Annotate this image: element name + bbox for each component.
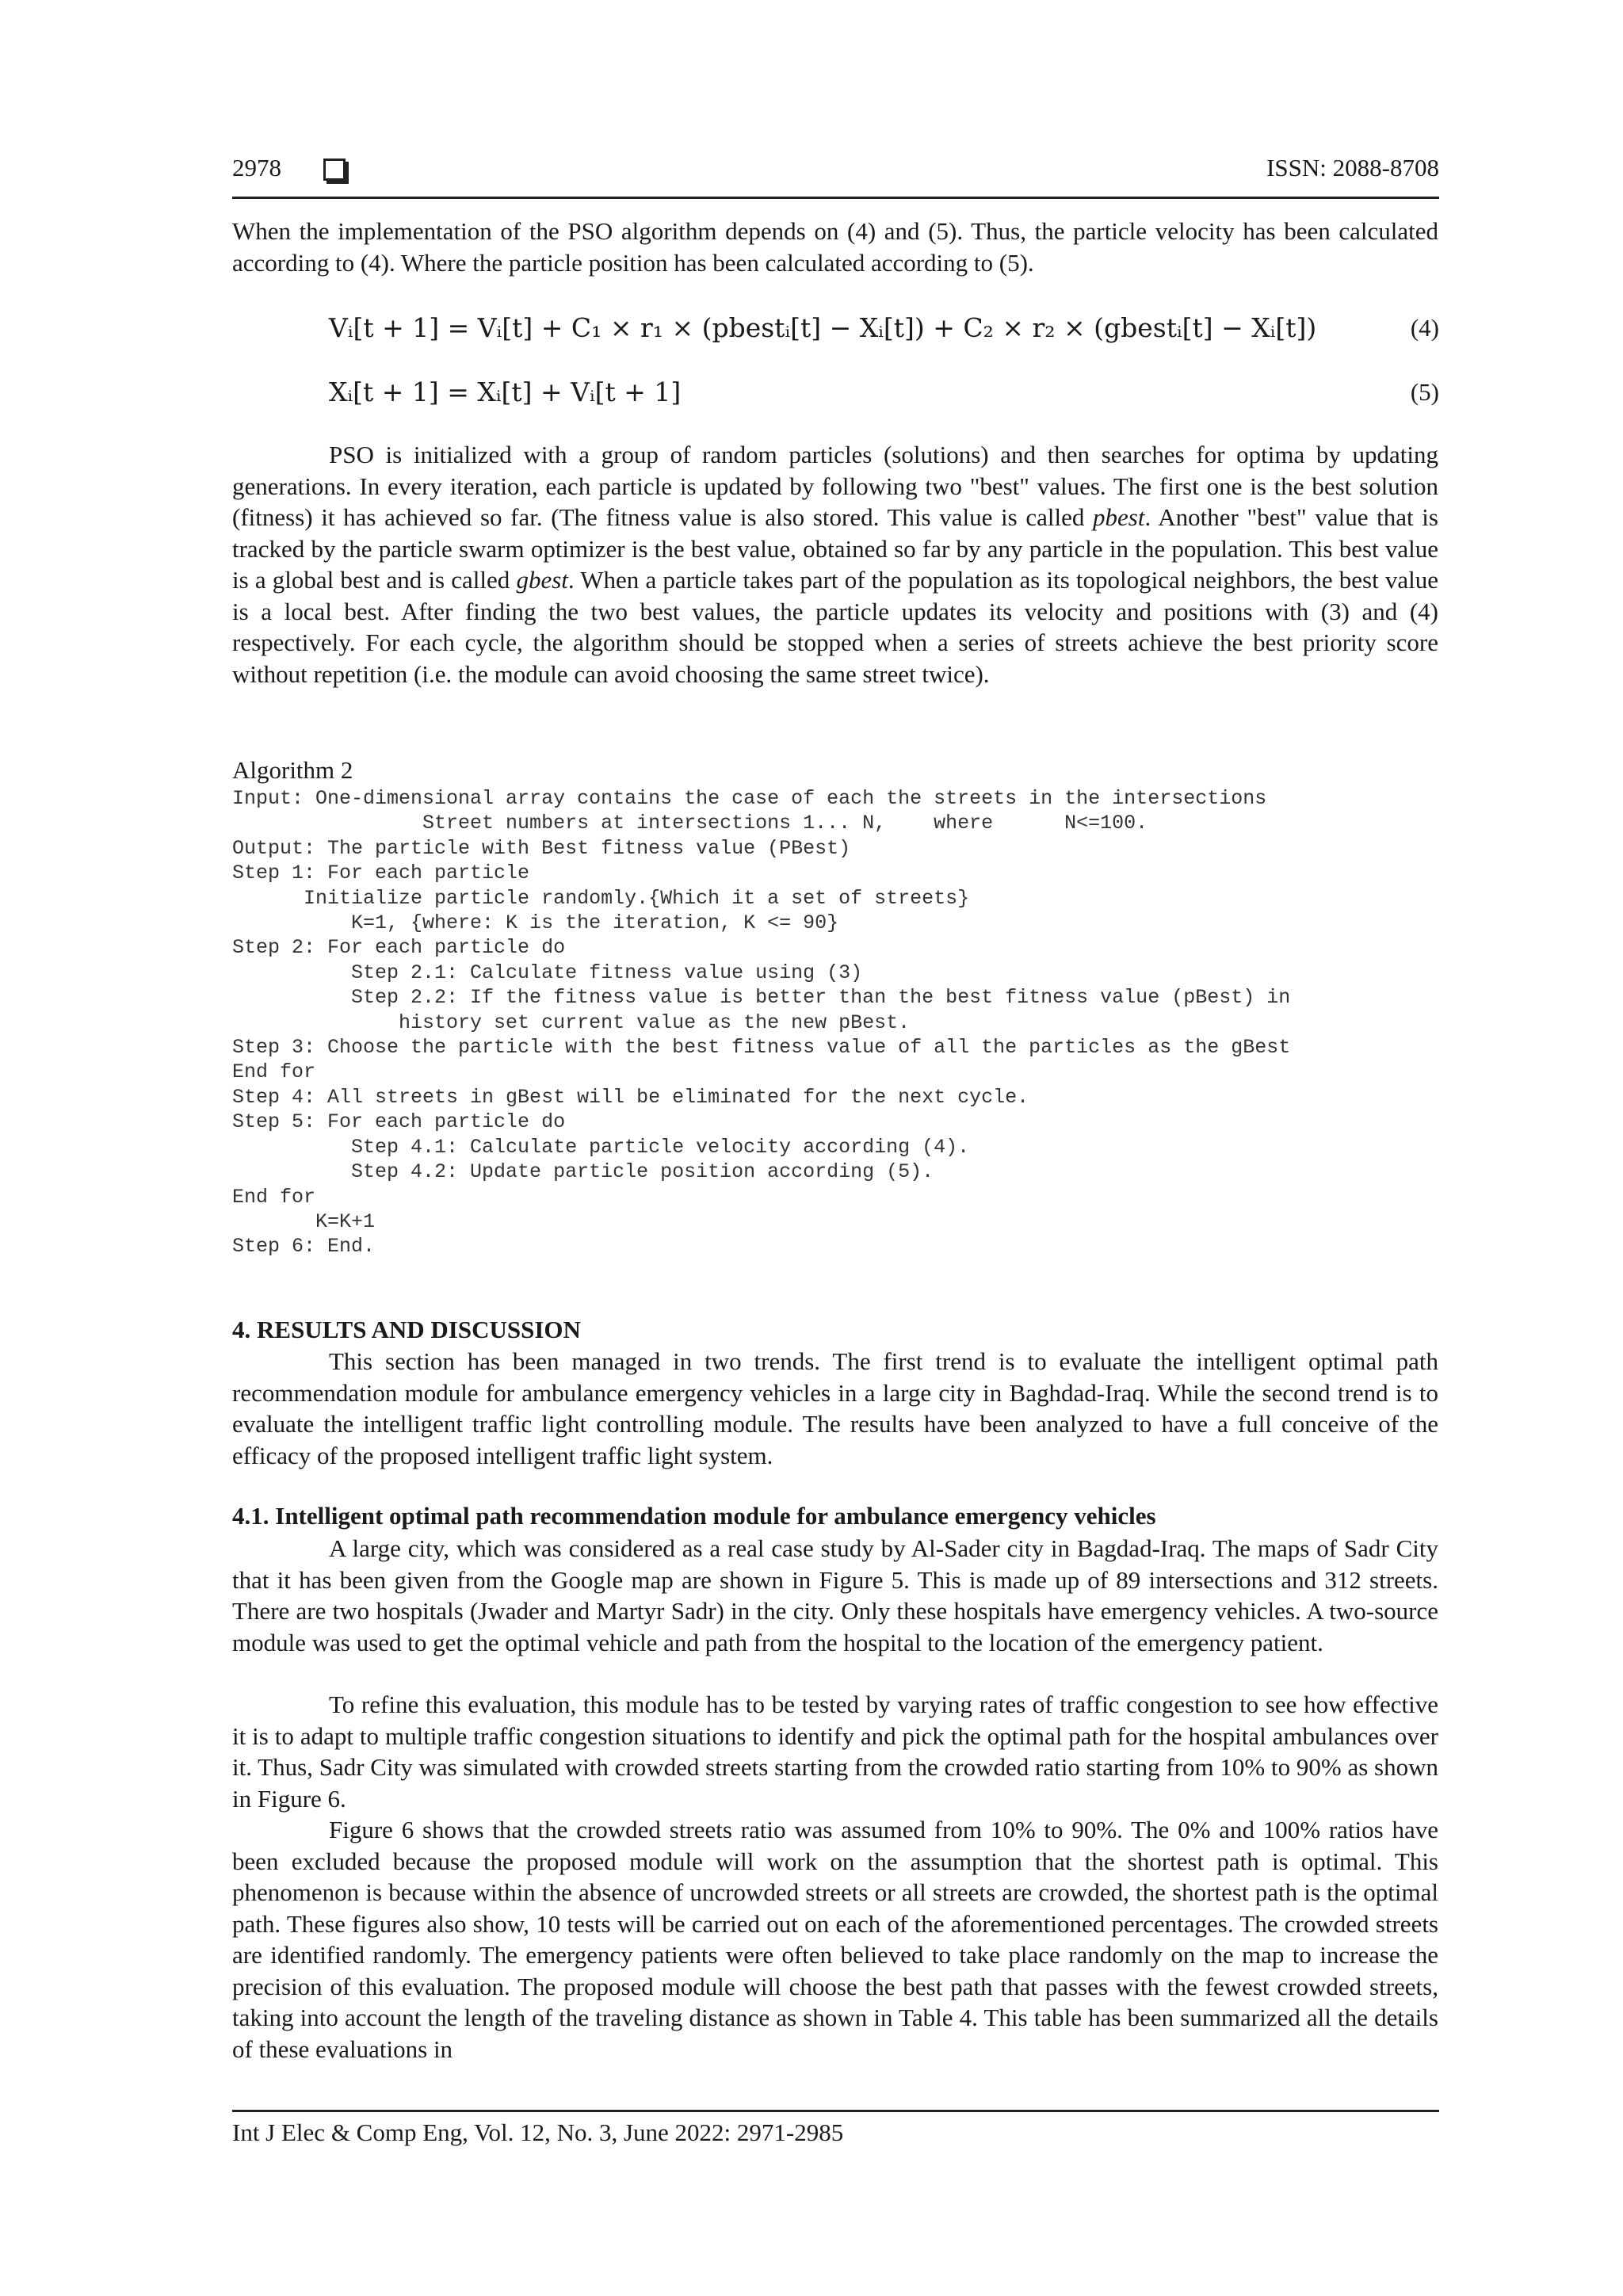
intro-paragraph: When the implementation of the PSO algorithm depends on (4) and (5). Thus, the particle velocity has been calculated according to (4). Where the particle position has been calculated according to (5). (232, 217, 1438, 277)
issn-label: ISSN: 2088-8708 (1266, 154, 1439, 181)
pbest-term: pbest (1093, 503, 1145, 531)
algorithm-title: Algorithm 2 (232, 756, 353, 784)
section-4-1-paragraph-2: To refine this evaluation, this module has to be tested by varying rates of traffic congestion to see how effective it is to adapt to multiple traffic congestion situations to identify and pick the optimal path for the hospital ambulances over it. Thus, Sadr City was simulated with crowded streets starting from the crowded ratio starting from 10% to 90% as shown in Figure 6. (232, 1690, 1438, 1813)
algorithm-line: Step 4: All streets in gBest will be eliminated for the next cycle. (232, 1085, 1029, 1109)
algorithm-line: Step 5: For each particle do (232, 1110, 566, 1134)
equation-5-number: (5) (1410, 378, 1439, 406)
algorithm-line: Step 2.2: If the fitness value is better than the best fitness value (pBest) in (232, 986, 1291, 1010)
algorithm-line: history set current value as the new pBest. (232, 1010, 911, 1034)
equation-4 (329, 312, 1439, 347)
algorithm-line: Step 4.2: Update particle position according (5). (232, 1160, 934, 1184)
section-4-1-paragraph-1: A large city, which was considered as a real case study by Al-Sader city in Bagdad-Iraq. The maps of Sadr City that it has been given from the Google map are shown in Figure 5. This is made up of 89 intersections and 312 streets. There are two hospitals (Jwader and Martyr Sadr) in the city. Only these hospitals have emergency vehicles. A two-source module was used to get the optimal vehicle and path from the hospital to the location of the emergency patient. (232, 1534, 1438, 1656)
algorithm-line: End for (232, 1185, 316, 1209)
algorithm-line: Output: The particle with Best fitness value (PBest) (232, 836, 851, 860)
section-4-heading: 4. RESULTS AND DISCUSSION (232, 1316, 581, 1343)
algorithm-line: Input: One-dimensional array contains the case of each the streets in the intersections (232, 787, 1267, 810)
algorithm-line: Step 1: For each particle (232, 861, 530, 885)
algorithm-line: Initialize particle randomly.{Which it a set of streets} (232, 886, 970, 910)
checkbox-square-icon (323, 159, 346, 181)
page-header (232, 151, 1439, 199)
algorithm-line: Step 4.1: Calculate particle velocity according (4). (232, 1135, 970, 1159)
section-4-1-paragraph-3: Figure 6 shows that the crowded streets ratio was assumed from 10% to 90%. The 0% and 100% ratios have been excluded because the proposed module will work on the assumption that the shortest path is optimal. This phenomenon is because within the absence of uncrowded streets or all streets are crowded, the shortest path is the optimal path. These figures also show, 10 tests will be carried out on each of the aforementioned percentages. The crowded streets are identified randomly. The emergency patients were often believed to take place randomly on the map to increase the precision of this evaluation. The proposed module will choose the best path that passes with the fewest crowded streets, taking into account the length of the traveling distance as shown in Table 4. This table has been summarized all the details of these evaluations in (232, 1816, 1438, 2063)
algorithm-line: Step 6: End. (232, 1235, 376, 1259)
equation-4-number: (4) (1410, 314, 1439, 342)
algorithm-line: K=1, {where: K is the iteration, K <= 90} (232, 911, 839, 935)
algorithm-line: Step 2: For each particle do (232, 936, 566, 960)
section-4-1-heading: 4.1. Intelligent optimal path recommendation module for ambulance emergency vehicles (232, 1502, 1156, 1530)
gbest-term: gbest (516, 566, 568, 594)
algorithm-line: End for (232, 1060, 316, 1084)
equation-5-text: Xᵢ[t + 1] = Xᵢ[t] + Vᵢ[t + 1] (329, 376, 682, 407)
equation-5 (329, 376, 1439, 411)
pso-text-2: . Another "best" value that is tracked by the particle swarm optimizer is the best value, obtained so far by any particle in the population. This best value is a global best and is called (232, 503, 1438, 594)
pso-text-3: . When a particle takes part of the population as its topological neighbors, the best value is a local best. After finding the two best values, the particle updates its velocity and positions with (3) and (4) respectively. For each cycle, the algorithm should be stopped when a series of streets achieve the best priority score without repetition (i.e. the module can avoid choosing the same street twice). (232, 566, 1439, 688)
equation-4-text: Vᵢ[t + 1] = Vᵢ[t] + C₁ × r₁ × (pbestᵢ[t] − Xᵢ[t]) + C₂ × r₂ × (gbestᵢ[t] − Xᵢ[t]) (329, 312, 1317, 343)
pso-paragraph (232, 439, 1438, 690)
algorithm-line: Step 2.1: Calculate fitness value using (3) (232, 961, 863, 984)
algorithm-line: Street numbers at intersections 1... N, where N<=100. (232, 812, 1148, 835)
page-footer: Int J Elec & Comp Eng, Vol. 12, No. 3, June 2022: 2971-2985 (232, 2110, 1439, 2147)
algorithm-code-block (232, 786, 1290, 1259)
algorithm-line: K=K+1 (232, 1209, 376, 1233)
pso-text-1: PSO is initialized with a group of random particles (solutions) and then searches for optima by updating generations. In every iteration, each particle is updated by following two "best" values. The first one is the best solution (fitness) it has achieved so far. (The fitness value is also stored. This value is called (232, 441, 1438, 531)
algorithm-line: Step 3: Choose the particle with the best fitness value of all the particles as the gBest (232, 1036, 1291, 1060)
page-number: 2978 (232, 154, 281, 181)
section-4-text: This section has been managed in two trends. The first trend is to evaluate the intelligent optimal path recommendation module for ambulance emergency vehicles in a large city in Baghdad-Iraq. While the second trend is to evaluate the intelligent traffic light controlling module. The results have been analyzed to have a full conceive of the efficacy of the proposed intelligent traffic light system. (232, 1347, 1438, 1469)
